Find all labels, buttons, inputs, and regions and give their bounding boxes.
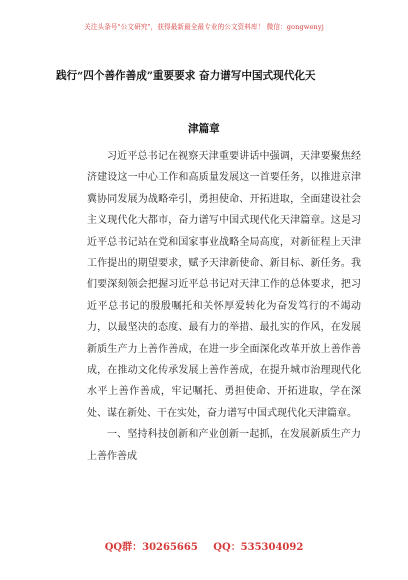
document-title-line2: 津篇章 [188, 123, 220, 135]
header-banner: 关注头条号"公文研究"，获得最新最全最专业的公文资料库！ 微信：gongwenyj [84, 23, 324, 31]
paragraph-intro: 习近平总书记在视察天津重要讲话中强调，天津要聚焦经济建设这一中心工作和高质量发展这一首要任务，以推进京津冀协同发展为战略牵引，勇担使命、开拓进取，全面建设社会主义现代化大都市，奋力谱写中国式现代化天津篇章。这是习近平总书记站在党和国家事业战略全局高度，对新征程上天津工作提出的期望要求，赋予天津新使命、新目标、新任务。我们要深刻领会把握习近平总书记对天津工作的总体要求，把习近平总书记的殷殷嘱托和关怀厚爱转化为奋发笃行的不竭动力，以最坚决的态度、最有力的举措、最扎实的作风，在发展新质生产力上善作善成，在进一步全面深化改革开放上善作善成，在推动文化传承发展上善作善成，在提升城市治理现代化水平上善作善成，牢记嘱托、勇担使命、开拓进取，学在深处、谋在新处、干在实处，奋力谱写中国式现代化天津篇章。 [87, 151, 361, 419]
footer-qq-group: QQ群：30265665 [104, 542, 198, 553]
paragraph-section-heading: 一、坚持科技创新和产业创新一起抓，在发展新质生产力上善作善成 [87, 429, 361, 462]
document-body [87, 146, 361, 467]
footer-contact [0, 538, 408, 553]
document-title-line1: 践行“四个善作善成”重要要求 奋力谱写中国式现代化天 [56, 70, 316, 82]
footer-qq: QQ：535304092 [213, 542, 304, 553]
